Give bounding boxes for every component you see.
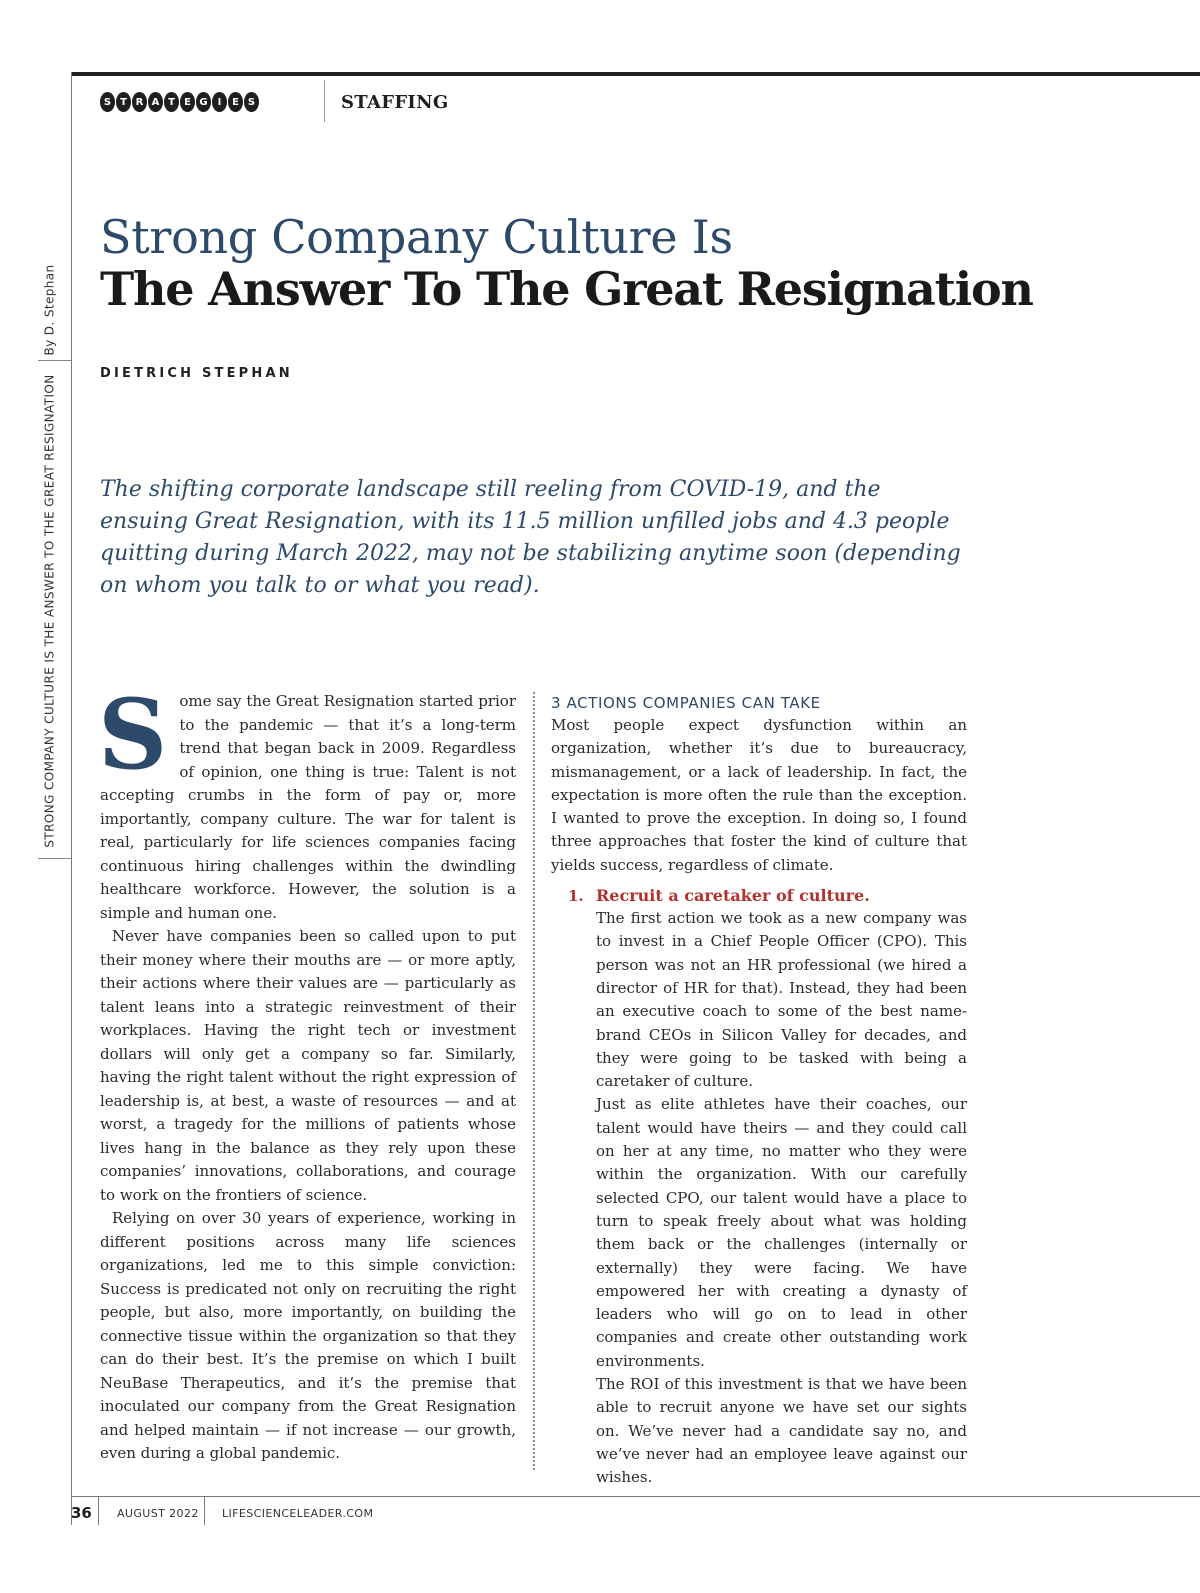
section-tag-letter: T: [164, 92, 179, 112]
article-paragraph: The ROI of this investment is that we have been able to recruit anyone we have set our sights on. We’ve never had a candidate say no, and we’ve never had an employee leave against our wishes.: [596, 1375, 967, 1487]
section-tag-letter: R: [132, 92, 147, 112]
list-number: 1.: [568, 887, 584, 906]
page-number: 36: [71, 1504, 92, 1522]
left-margin-rule: [71, 72, 72, 1525]
article-byline: DIETRICH STEPHAN: [100, 366, 293, 381]
article-paragraph: The first action we took as a new company was to invest in a Chief People Officer (CPO). This person was not an HR professional (we hired a director of HR for that). Instead, they had been an executive coach to some of the best name-brand CEOs in Silicon Valley for decades, and they were going to be tasked with being a caretaker of culture.: [596, 909, 967, 1091]
drop-cap: S: [98, 678, 168, 791]
section-tag-letter: T: [116, 92, 131, 112]
section-tag-strategies: [100, 92, 259, 112]
side-author: By D. Stephan: [43, 264, 58, 356]
side-running-title: STRONG COMPANY CULTURE IS THE ANSWER TO THE GREAT RESIGNATION: [43, 374, 58, 848]
footer-separator: [98, 1497, 99, 1525]
article-paragraph: Just as elite athletes have their coaches, our talent would have theirs — and they could call on her at any time, no matter who they were within the organization. With our carefully selected CPO, our talent would have a place to turn to speak freely about what was holding them back or the challenges (internally or externally) they were facing. We have empowered her with creating a dynasty of leaders who will go on to lead in other companies and create other outstanding work environments.: [596, 1095, 967, 1370]
list-heading: Recruit a caretaker of culture.: [596, 886, 870, 906]
footer-website: LIFESCIENCELEADER.COM: [222, 1507, 374, 1520]
article-paragraph: [98, 678, 516, 925]
footer-separator: [204, 1497, 205, 1525]
article-paragraph: Relying on over 30 years of experience, working in different positions across many life sciences organizations, led me to this simple conviction: Success is predicated not only on recruiting the right people, but also, more importantly, on building the connective tissue within the organization so that they can do their best. It’s the premise on which I built NeuBase Therapeutics, and it’s the premise that inoculated our company from the Great Resignation and helped maintain — if not increase — our growth, even during a global pandemic.: [100, 1209, 516, 1462]
top-rule: [72, 72, 1200, 76]
section-tag-letter: S: [100, 92, 115, 112]
section-tag-letter: S: [244, 92, 259, 112]
header-divider: [324, 80, 325, 122]
article-title-line1: Strong Company Culture Is: [100, 210, 733, 264]
issue-date: AUGUST 2022: [117, 1507, 199, 1520]
footer-rule: [71, 1496, 1200, 1497]
column-divider: [533, 692, 535, 1470]
numbered-list-item: [551, 885, 967, 1489]
side-separator: [38, 360, 71, 361]
article-title-line2: The Answer To The Great Resignation: [100, 262, 1033, 316]
article-deck: The shifting corporate landscape still reeling from COVID-19, and the ensuing Great Resignation, with its 11.5 million unfilled jobs and 4.3 people quitting during March 2022, may not be stabilizing anytime soon (depending on whom you talk to or what you read).: [100, 477, 961, 598]
side-running-title-wrap: [30, 366, 70, 856]
section-tag-letter: E: [228, 92, 243, 112]
section-tag-letter: E: [180, 92, 195, 112]
section-name: STAFFING: [341, 92, 449, 113]
side-separator: [38, 858, 71, 859]
article-column-left: [98, 678, 516, 1466]
article-paragraph: Never have companies been so called upon to put their money where their mouths are — or more aptly, their actions where their values are — particularly as talent leans into a strategic reinvestment of their workplaces. Having the right tech or investment dollars will only get a company so far. Similarly, having the right talent without the right expression of leadership is, at best, a waste of resources — and at worst, a tragedy for the millions of patients whose lives hang in the balance as they rely upon these companies’ innovations, collaborations, and courage to work on the frontiers of science.: [100, 927, 516, 1204]
paragraph-text: ome say the Great Resignation started prior to the pandemic — that it’s a long-term trend that began back in 2009. Regardless of opinion, one thing is true: Talent is not accepting crumbs in the form of pay or, more importantly, company culture. The war for talent is real, particularly for life sciences companies facing continuous hiring challenges within the dwindling healthcare workforce. However, the solution is a simple and human one.: [100, 692, 516, 922]
section-subhead: 3 ACTIONS COMPANIES CAN TAKE: [551, 694, 821, 712]
article-paragraph: Most people expect dysfunction within an organization, whether it’s due to bureaucracy, mismanagement, or a lack of leadership. In fact, the expectation is more often the rule than the exception. I wanted to prove the exception. In doing so, I found three approaches that foster the kind of culture that yields success, regardless of climate.: [551, 716, 967, 874]
section-tag-letter: G: [196, 92, 211, 112]
section-tag-letter: I: [212, 92, 227, 112]
article-column-right: [551, 692, 967, 1490]
side-author-wrap: [30, 262, 70, 358]
section-tag-letter: A: [148, 92, 163, 112]
